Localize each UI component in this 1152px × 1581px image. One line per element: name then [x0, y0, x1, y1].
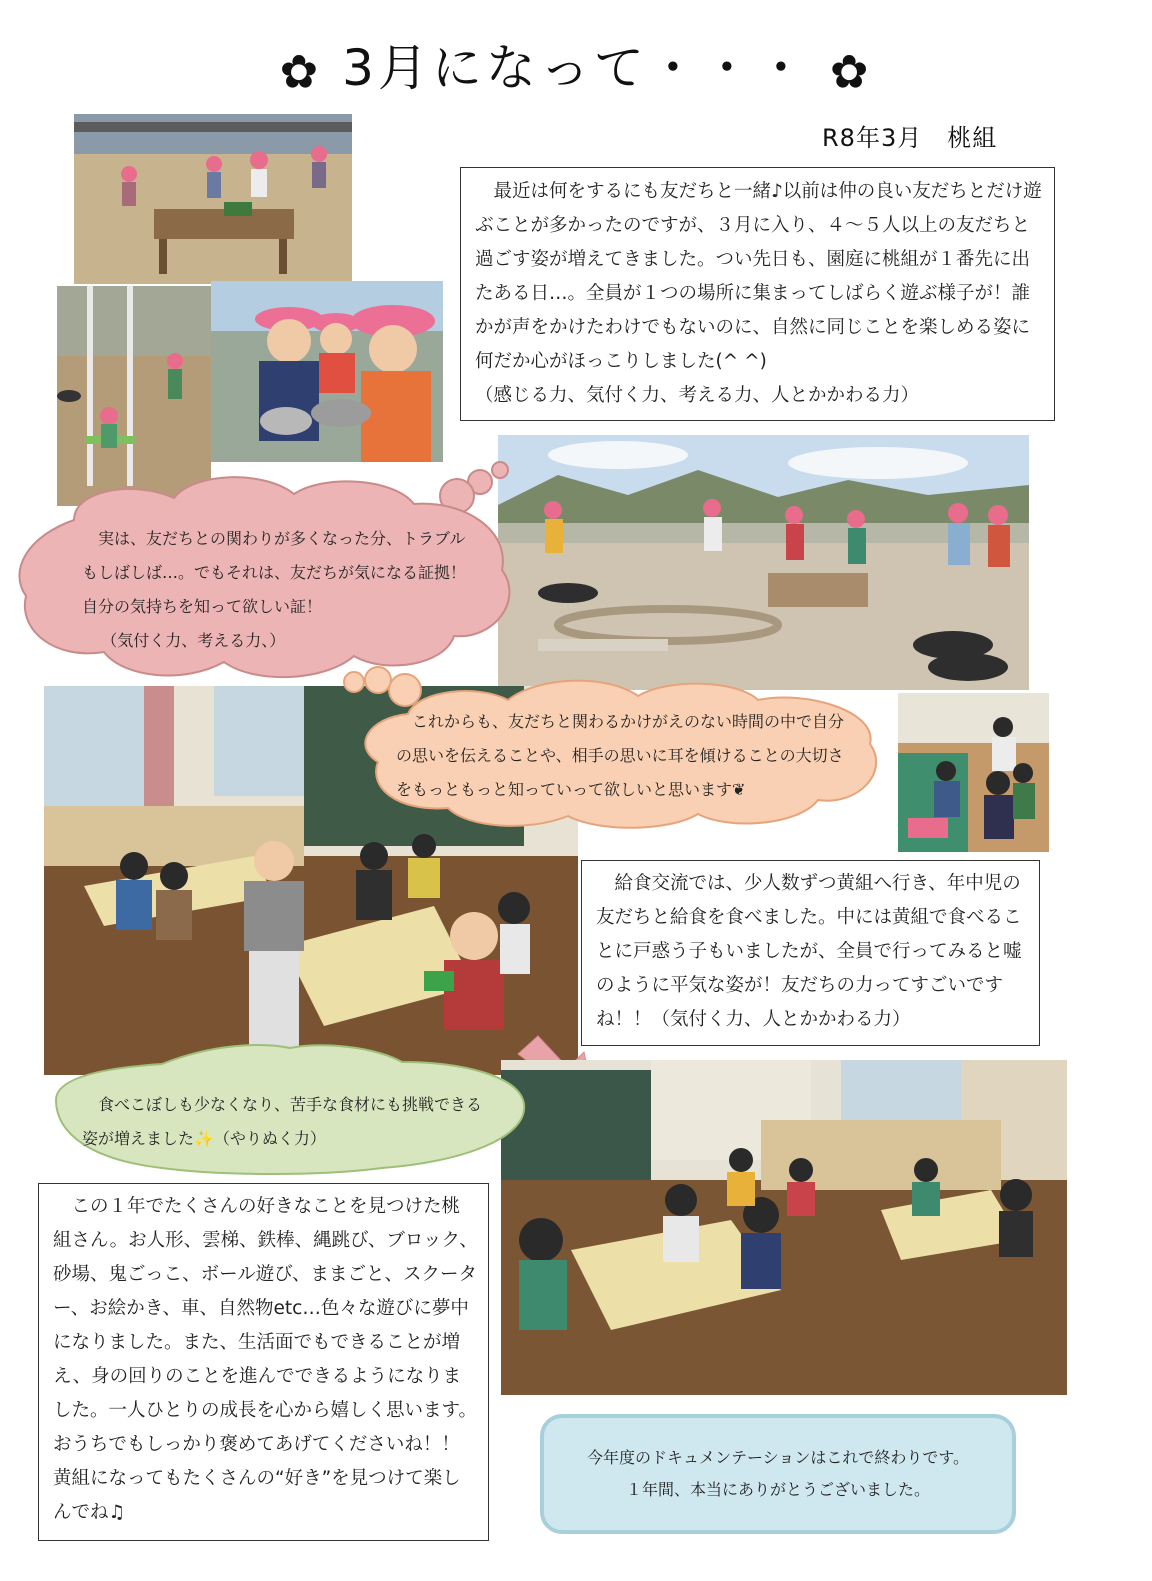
text-box-friends-skills: （感じる力、気付く力、考える力、人とかかわる力） — [475, 385, 920, 406]
final-note — [540, 1414, 1016, 1534]
text-box-friends-body: 最近は何をするにも友だちと一緒♪以前は仲の良い友だちとだけ遊ぶことが多かったのですが、３月に入り、４～５人以上の友だちと過ごす姿が増えてきました。つい先日も、園庭に桃組が１番先に出たある日…。全員が１つの場所に集まってしばらく遊ぶ様子が！誰かが声をかけたわけでもないのに、自然に同じことを楽しめる姿に何だか心がほっこりしました(^ ^) — [475, 181, 1042, 372]
cloud-wish-text: これからも、友だちと関わるかけがえのない時間の中で自分 の思いを伝えることや、相手の思いに耳を傾けることの大切さ をもっともっと知っていって欲しいと思います❦ — [396, 712, 845, 799]
page-title — [0, 28, 1152, 100]
flower-icon: ✿ — [279, 44, 323, 99]
text-box-lunch-exchange-body: 給食交流では、少人数ずつ黄組へ行き、年中児の友だちと給食を食べました。中には黄組で食べることに戸惑う子もいましたが、全員で行ってみると嘘のように平気な姿が！友だちの力ってすごいですね！！（気付く力、人とかかわる力） — [596, 873, 1022, 1030]
flower-icon: ✿ — [829, 44, 873, 99]
cloud-trouble-text: 実は、友だちとの関わりが多くなった分、トラブル もしばしば…。でもそれは、友だちが気になる証拠！ 自分の気持ちを知って欲しい証！ （気付く力、考える力、） — [82, 529, 467, 650]
photo-small-classroom — [898, 693, 1049, 852]
cloud-trouble — [14, 460, 518, 694]
photo-playground — [498, 435, 1029, 690]
page-title-text: 3月になって・・・ — [342, 39, 810, 97]
text-box-year-summary-body: この１年でたくさんの好きなことを見つけた桃組さん。お人形、雲梯、鉄棒、縄跳び、ブロック、砂場、鬼ごっこ、ボール遊び、ままごと、スクーター、お絵かき、車、自然物etc…色々な遊びに夢中になりました。また、生活面でもできることが増え、身の回りのことを進んでできるようになりました。一人ひとりの成長を心から嬉しく思います。おうちでもしっかり褒めてあげてくださいね！！黄組になってもたくさんの“好き”を見つけて楽しんでね♫ — [53, 1196, 478, 1523]
text-box-lunch-exchange — [581, 860, 1040, 1046]
text-box-friends — [460, 167, 1055, 421]
cloud-wish — [338, 662, 890, 832]
photo-kids-with-bowls — [211, 281, 443, 462]
cloud-eating-text: 食べこぼしも少なくなり、苦手な食材にも挑戦できる 姿が増えました✨（やりぬく力） — [82, 1095, 483, 1148]
final-note-line1: 今年度のドキュメンテーションはこれで終わりです。 — [586, 1448, 970, 1467]
photo-yellow-class-lunch — [501, 1060, 1067, 1395]
date-class-label: R8年3月 桃組 — [822, 124, 998, 152]
text-box-year-summary — [38, 1183, 489, 1541]
cloud-eating — [42, 1042, 528, 1176]
final-note-line2: １年間、本当にありがとうございました。 — [625, 1480, 930, 1499]
photo-sandpit-play — [74, 114, 352, 284]
